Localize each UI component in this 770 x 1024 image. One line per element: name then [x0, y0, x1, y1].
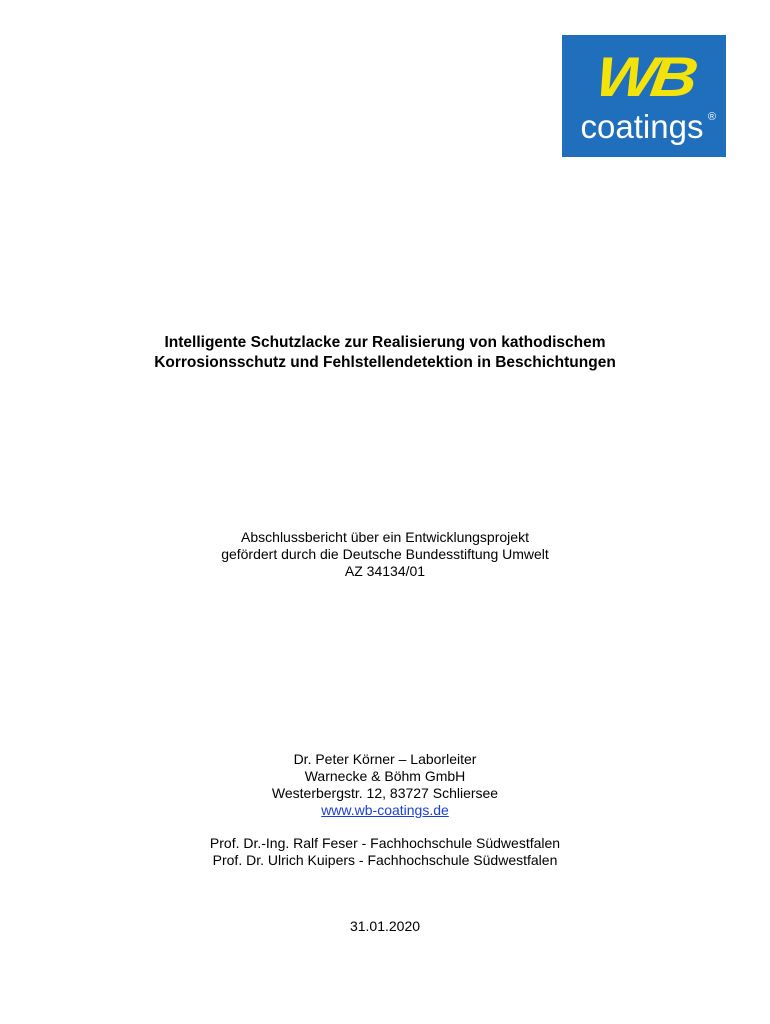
professor-1: Prof. Dr.-Ing. Ralf Feser - Fachhochschule Südwestfalen — [209, 835, 561, 851]
reference-number: AZ 34134/01 — [344, 563, 426, 579]
author-name: Dr. Peter Körner – Laborleiter — [293, 751, 477, 767]
logo-wordmark: coatings — [580, 108, 704, 145]
professors-list — [0, 835, 770, 869]
document-title — [0, 333, 770, 373]
date-text: 31.01.2020 — [349, 918, 421, 934]
report-info — [0, 529, 770, 580]
company-name: Warnecke & Böhm GmbH — [304, 768, 466, 784]
title-line-2: Korrosionsschutz und Fehlstellendetektion in Beschichtungen — [154, 354, 616, 371]
wb-coatings-logo — [562, 35, 726, 157]
funding-note: gefördert durch die Deutsche Bundesstiftung Umwelt — [221, 546, 549, 562]
logo-mark: WB — [591, 45, 697, 108]
company-address: Westerbergstr. 12, 83727 Schliersee — [271, 785, 499, 801]
registered-icon: ® — [707, 111, 716, 123]
professor-2: Prof. Dr. Ulrich Kuipers - Fachhochschule Südwestfalen — [212, 852, 558, 868]
author-info — [0, 751, 770, 819]
title-line-1: Intelligente Schutzlacke zur Realisierung von kathodischem — [164, 334, 606, 351]
report-date — [0, 918, 770, 935]
report-type: Abschlussbericht über ein Entwicklungsprojekt — [241, 529, 529, 545]
website-link[interactable]: www.wb-coatings.de — [321, 802, 449, 818]
